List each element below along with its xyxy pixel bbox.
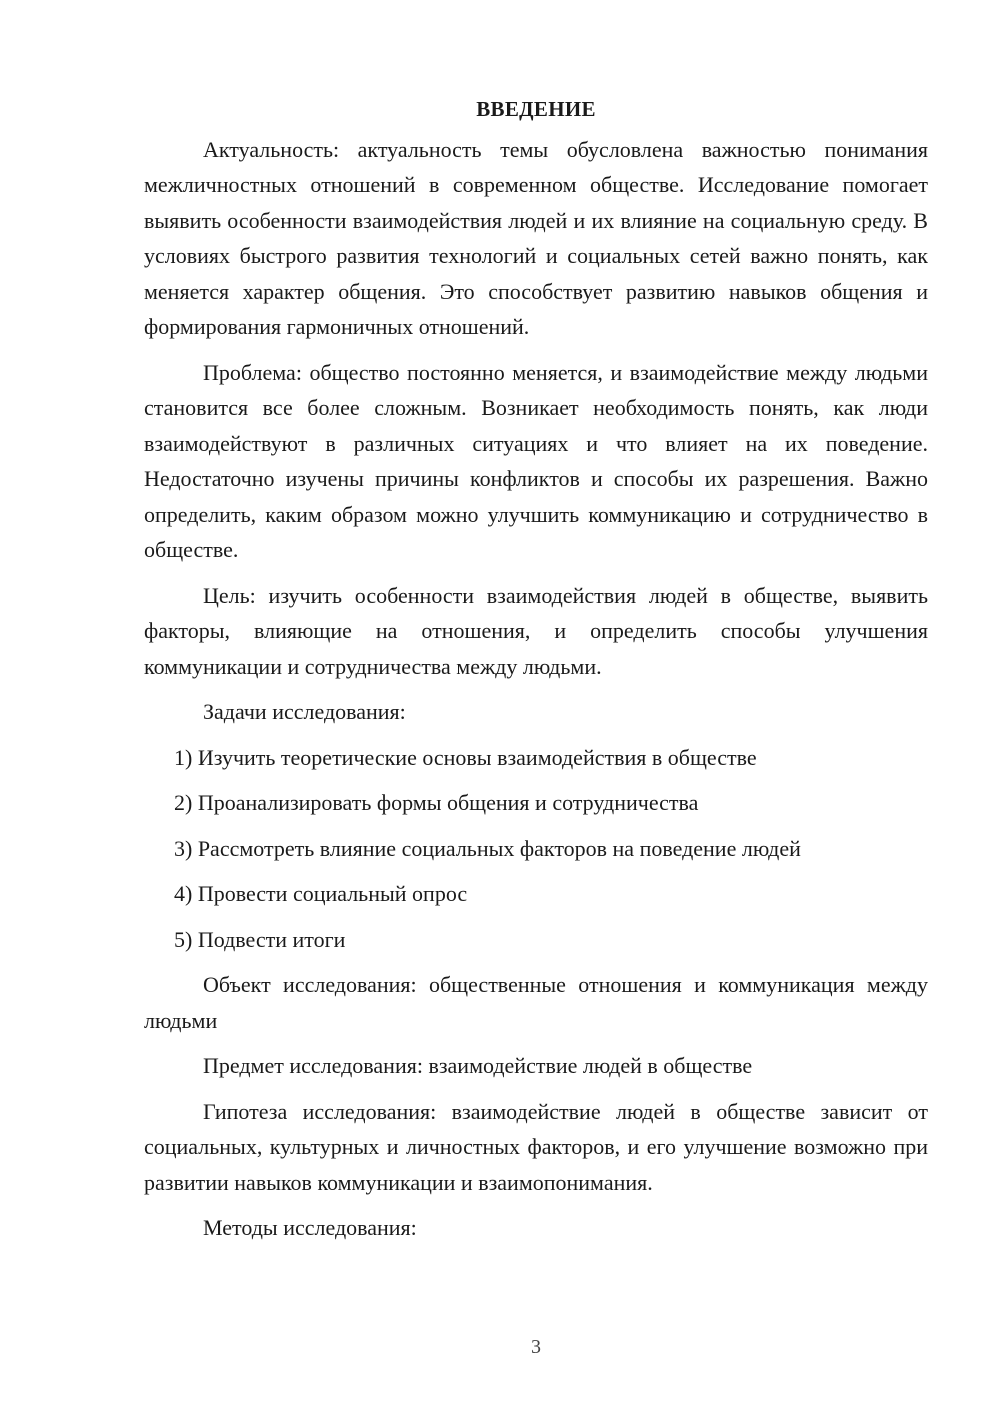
list-item: 3) Рассмотреть влияние социальных факторов на поведение людей [174,835,801,861]
page-number: 3 [531,1336,541,1358]
list-item: 2) Проанализировать формы общения и сотрудничества [174,790,699,815]
paragraph-relevance: Актуальность: актуальность темы обусловлена важностью понимания межличностных отношений в современном обществе. Исследование помогает выявить особенности взаимодействия людей и их влияние на социальную среду. В условиях быстрого развития технологий и социальных сетей важно понять, как меняется характер общения. Это способствует развитию навыков общения и формирования гармоничных отношений. [144,136,928,339]
tasks-list [144,740,928,958]
paragraph-subject: Предмет исследования: взаимодействие людей в обществе [203,1053,753,1078]
list-item: 1) Изучить теоретические основы взаимодействия в обществе [174,744,757,770]
methods-title: Методы исследования: [203,1215,417,1240]
paragraph-hypothesis: Гипотеза исследования: взаимодействие людей в обществе зависит от социальных, культурных и личностных факторов, и его улучшение возможно при развитии навыков коммуникации и взаимопонимания. [144,1098,928,1195]
list-item: 4) Провести социальный опрос [174,881,468,906]
tasks-title: Задачи исследования: [203,699,406,724]
section-heading: ВВЕДЕНИЕ [476,97,596,121]
paragraph-problem: Проблема: общество постоянно меняется, и взаимодействие между людьми становится все более сложным. Возникает необходимость понять, как люди взаимодействуют в различных ситуациях и что влияет на их поведение. Недостаточно изучены причины конфликтов и способы их разрешения. Важно определить, каким образом можно улучшить коммуникацию и сотрудничество в обществе. [144,359,928,562]
list-item: 5) Подвести итоги [174,926,346,952]
paragraph-goal: Цель: изучить особенности взаимодействия людей в обществе, выявить факторы, влияющие на отношения, и определить способы улучшения коммуникации и сотрудничества между людьми. [144,582,928,679]
paragraph-object: Объект исследования: общественные отношения и коммуникация между людьми [144,972,928,1033]
page-content [144,92,928,1256]
